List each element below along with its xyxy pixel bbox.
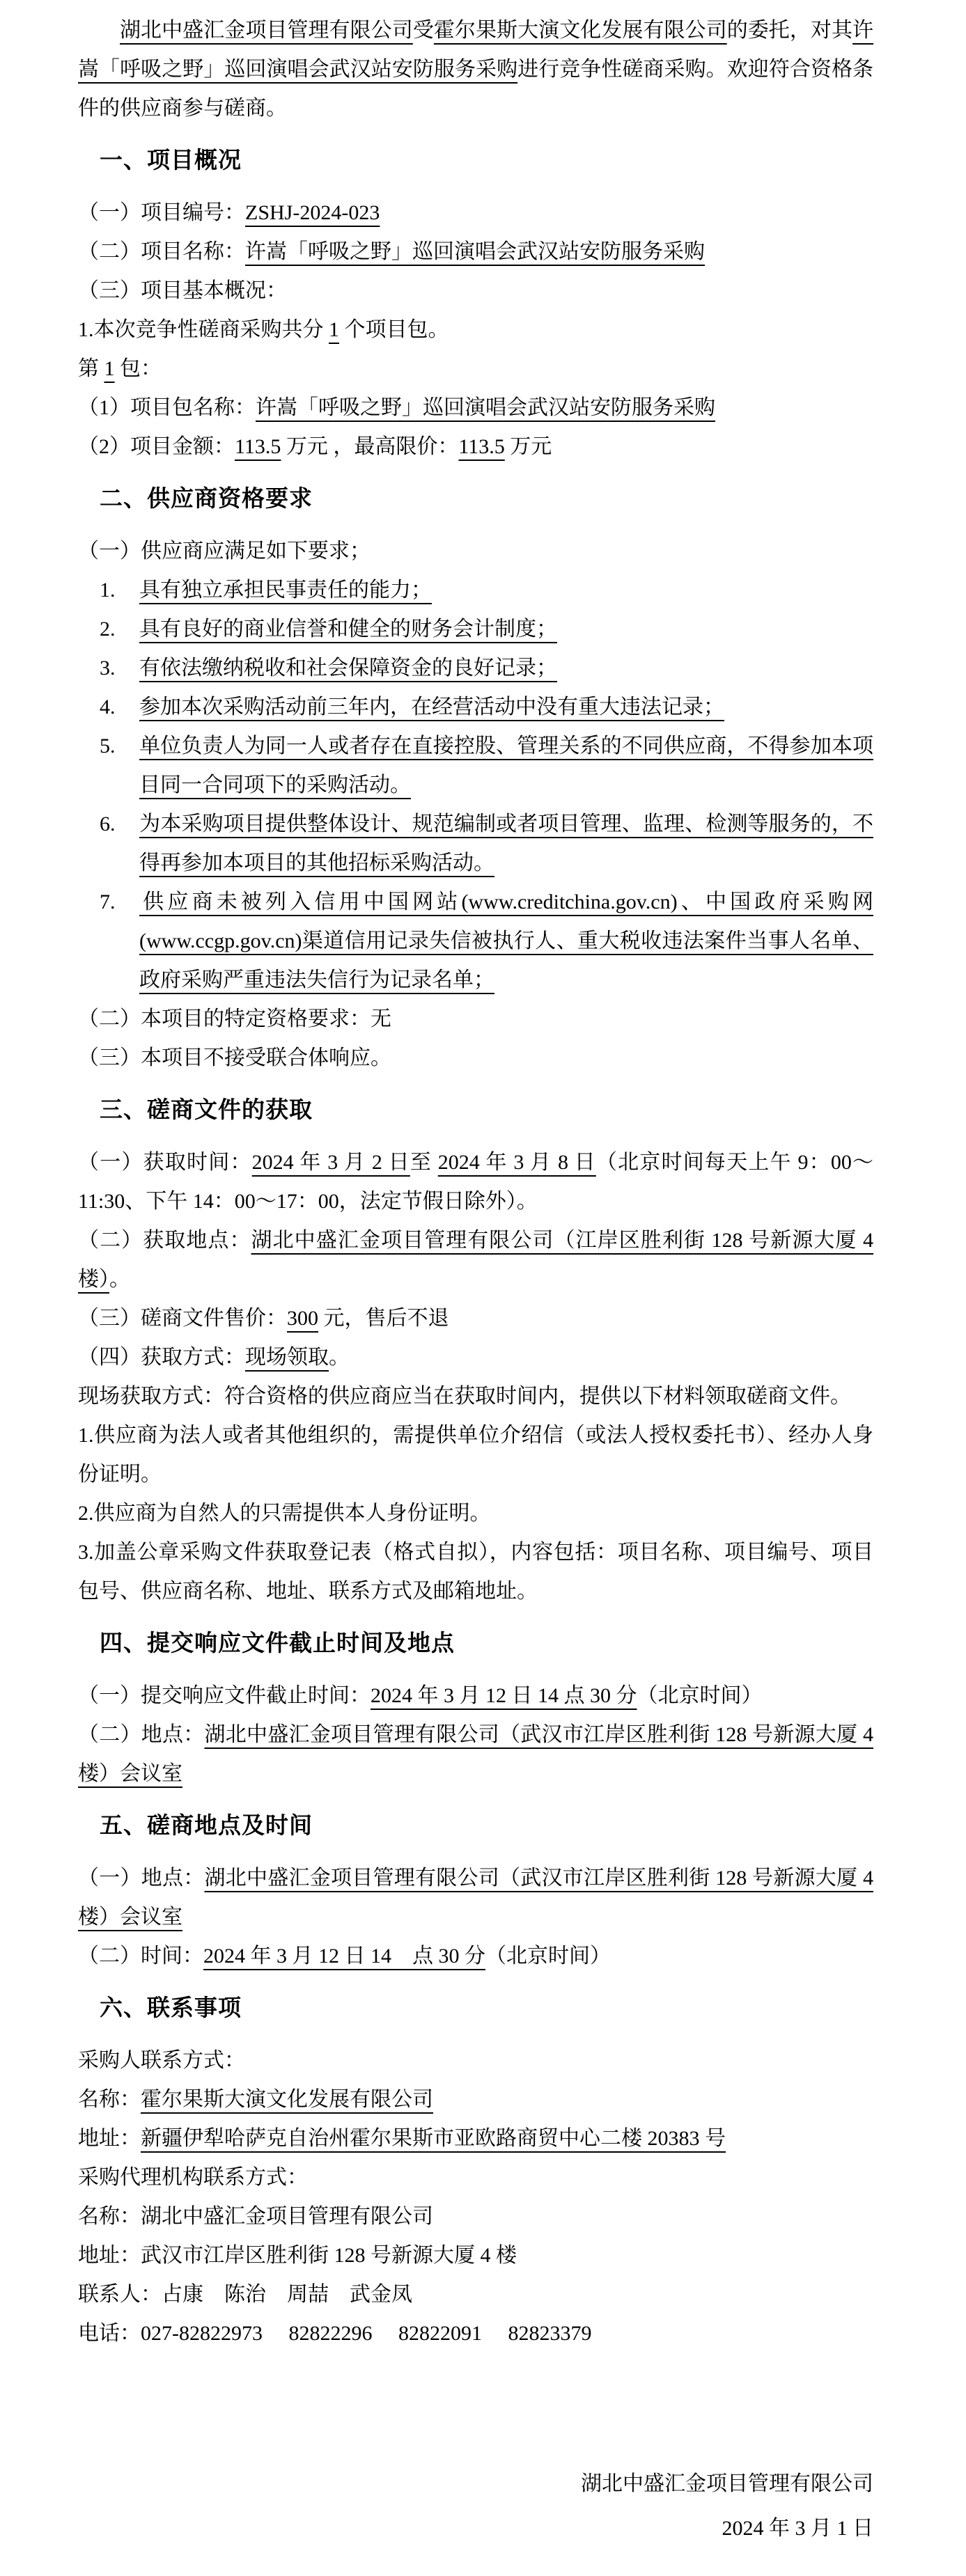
section-heading bbox=[78, 1090, 873, 1129]
text-segment: （北京时间每天上午 9：00～11:30、下午 14：00～17：00，法定节假日除外）。 bbox=[78, 1151, 874, 1213]
underlined-text: 具有良好的商业信誉和健全的财务会计制度； bbox=[139, 618, 557, 641]
paragraph bbox=[78, 2275, 873, 2314]
text-segment: 。 bbox=[329, 1346, 350, 1369]
text-segment: 。 bbox=[109, 1268, 130, 1291]
paragraph bbox=[78, 388, 873, 427]
signature-date: 2024 年 3 月 1 日 bbox=[722, 2517, 873, 2540]
text-segment: （一）供应商应满足如下要求； bbox=[78, 540, 371, 563]
section-heading bbox=[78, 1806, 873, 1845]
paragraph bbox=[78, 1937, 873, 1976]
underlined-text: 湖北中盛汇金项目管理有限公司（武汉市江岸区胜利街 128 号新源大厦 4 楼）会议室 bbox=[78, 1867, 873, 1929]
paragraph bbox=[78, 311, 873, 350]
list-item bbox=[78, 805, 873, 883]
paragraph bbox=[78, 2080, 873, 2119]
text-segment: 元，售后不退 bbox=[318, 1307, 449, 1330]
text-segment: （三）磋商文件售价： bbox=[78, 1307, 287, 1330]
paragraph bbox=[78, 1859, 873, 1937]
text-segment: 万元 ，最高限价： bbox=[281, 435, 459, 458]
paragraph bbox=[78, 11, 873, 128]
text-segment: （一）获取时间： bbox=[78, 1151, 252, 1174]
paragraph bbox=[78, 2119, 873, 2158]
text-segment: 二、供应商资格要求 bbox=[100, 485, 313, 512]
text-segment: 个项目包。 bbox=[339, 318, 449, 341]
text-segment: （二）本项目的特定资格要求：无 bbox=[78, 1007, 391, 1030]
text-segment: 名称：湖北中盛汇金项目管理有限公司 bbox=[78, 2205, 433, 2228]
text-segment: 一、项目概况 bbox=[100, 146, 242, 173]
text-segment: 地址： bbox=[78, 2127, 141, 2150]
text-segment: 第 bbox=[78, 357, 104, 380]
paragraph bbox=[78, 2236, 873, 2275]
underlined-text: 许嵩「呼吸之野」巡回演唱会武汉站安防服务采购 bbox=[78, 19, 874, 81]
underlined-text: ZSHJ-2024-023 bbox=[245, 201, 380, 224]
section-heading bbox=[78, 479, 873, 518]
text-segment: （一）地点： bbox=[78, 1867, 205, 1890]
text-segment: （1）项目包名称： bbox=[78, 396, 256, 419]
signature-org: 湖北中盛汇金项目管理有限公司 bbox=[581, 2472, 873, 2495]
paragraph bbox=[78, 1221, 873, 1299]
underlined-text: 霍尔果斯大演文化发展有限公司 bbox=[141, 2088, 433, 2111]
text-segment: 1.供应商为法人或者其他组织的，需提供单位介绍信（或法人授权委托书）、经办人身份证明。 bbox=[78, 1424, 873, 1486]
underlined-text: 2024 年 3 月 8 日 bbox=[437, 1151, 596, 1174]
text-segment: 1.本次竞争性磋商采购共分 bbox=[78, 318, 329, 341]
list-number: 3. bbox=[100, 657, 116, 680]
text-segment: 采购人联系方式： bbox=[78, 2049, 245, 2072]
paragraph bbox=[78, 233, 873, 272]
paragraph bbox=[78, 2158, 873, 2197]
text-segment: （二）获取地点： bbox=[78, 1229, 251, 1252]
paragraph bbox=[78, 532, 873, 571]
list-number: 4. bbox=[100, 696, 116, 718]
underlined-text: 许嵩「呼吸之野」巡回演唱会武汉站安防服务采购 bbox=[256, 396, 715, 419]
list-item bbox=[78, 883, 873, 1000]
text-segment: （三）项目基本概况： bbox=[78, 279, 287, 302]
underlined-text: 湖北中盛汇金项目管理有限公司（江岸区胜利街 128 号新源大厦 4 楼） bbox=[78, 1229, 874, 1291]
text-segment: （北京时间） bbox=[637, 1684, 763, 1707]
list-number: 2. bbox=[100, 618, 116, 641]
text-segment: 2.供应商为自然人的只需提供本人身份证明。 bbox=[78, 1502, 491, 1525]
section-heading bbox=[78, 141, 873, 180]
list-number: 1. bbox=[100, 579, 116, 602]
text-segment: （一）项目编号： bbox=[78, 201, 245, 224]
text-segment: （三）本项目不接受联合体响应。 bbox=[78, 1046, 391, 1069]
paragraph bbox=[78, 1676, 873, 1715]
paragraph bbox=[78, 1715, 873, 1793]
text-segment: 采购代理机构联系方式： bbox=[78, 2166, 308, 2189]
text-segment: 地址：武汉市江岸区胜利街 128 号新源大厦 4 楼 bbox=[78, 2244, 517, 2267]
text-segment: （北京时间） bbox=[485, 1945, 611, 1968]
text-segment: 至 bbox=[410, 1151, 438, 1174]
paragraph bbox=[78, 1416, 873, 1494]
underlined-text: 具有独立承担民事责任的能力； bbox=[139, 579, 432, 602]
list-item bbox=[78, 688, 873, 727]
text-segment: （二）项目名称： bbox=[78, 240, 245, 263]
paragraph bbox=[78, 1494, 873, 1533]
text-segment: 万元 bbox=[504, 435, 552, 458]
underlined-text: 霍尔果斯大演文化发展有限公司 bbox=[433, 19, 727, 42]
underlined-text: 2024 年 3 月 12 日 14 点 30 分 bbox=[203, 1945, 485, 1968]
underlined-text: 2024 年 3 月 12 日 14 点 30 分 bbox=[371, 1684, 637, 1707]
text-segment: （四）获取方式： bbox=[78, 1346, 245, 1369]
document-body bbox=[78, 11, 873, 2353]
paragraph bbox=[78, 2041, 873, 2080]
text-segment: 五、磋商地点及时间 bbox=[100, 1812, 313, 1839]
paragraph bbox=[78, 1000, 873, 1039]
paragraph bbox=[78, 272, 873, 311]
signature-block bbox=[78, 2465, 873, 2548]
list-item bbox=[78, 571, 873, 610]
text-segment: 的委托，对其 bbox=[726, 19, 853, 42]
paragraph bbox=[78, 2197, 873, 2236]
underlined-text: 1 bbox=[329, 318, 339, 341]
text-segment: 进行竞争性磋商采购。欢迎符合资格条件的供应商参与磋商。 bbox=[78, 58, 874, 120]
section-heading bbox=[78, 1624, 873, 1663]
section-heading bbox=[78, 1988, 873, 2027]
underlined-text: 新疆伊犁哈萨克自治州霍尔果斯市亚欧路商贸中心二楼 20383 号 bbox=[141, 2127, 726, 2150]
list-item bbox=[78, 727, 873, 805]
underlined-text: 1 bbox=[104, 357, 115, 380]
underlined-text: 300 bbox=[287, 1307, 318, 1330]
text-segment: 3.加盖公章采购文件获取登记表（格式自拟），内容包括：项目名称、项目编号、项目包号、供应商名称、地址、联系方式及邮箱地址。 bbox=[78, 1541, 873, 1603]
paragraph bbox=[78, 1338, 873, 1377]
underlined-text: 有依法缴纳税收和社会保障资金的良好记录； bbox=[139, 657, 557, 680]
paragraph bbox=[78, 194, 873, 233]
underlined-text: 湖北中盛汇金项目管理有限公司 bbox=[120, 19, 413, 42]
paragraph bbox=[78, 1143, 873, 1221]
paragraph bbox=[78, 350, 873, 388]
text-segment: 四、提交响应文件截止时间及地点 bbox=[100, 1629, 455, 1656]
list-item bbox=[78, 649, 873, 688]
paragraph bbox=[78, 1299, 873, 1338]
text-segment: 受 bbox=[412, 19, 434, 42]
list-number: 5. bbox=[100, 735, 116, 757]
underlined-text: 现场领取 bbox=[245, 1346, 329, 1369]
text-segment: 联系人：占康 陈治 周喆 武金凤 bbox=[78, 2283, 412, 2306]
text-segment: 六、联系事项 bbox=[100, 1994, 242, 2021]
paragraph bbox=[78, 1377, 873, 1416]
text-segment: 包： bbox=[114, 357, 162, 380]
paragraph bbox=[78, 427, 873, 466]
underlined-text: 113.5 bbox=[235, 435, 281, 458]
underlined-text: 许嵩「呼吸之野」巡回演唱会武汉站安防服务采购 bbox=[245, 240, 705, 263]
paragraph bbox=[78, 2314, 873, 2353]
text-segment: （二）时间： bbox=[78, 1945, 203, 1968]
list-item bbox=[78, 610, 873, 649]
underlined-text: 供应商未被列入信用中国网站(www.creditchina.gov.cn)、中国政府采购网(www.ccgp.gov.cn)渠道信用记录失信被执行人、重大税收违法案件当事人名单、政府采购严重违法失信行为记录名单； bbox=[139, 890, 873, 991]
text-segment: 名称： bbox=[78, 2088, 141, 2111]
text-segment: （二）地点： bbox=[78, 1723, 205, 1746]
list-number: 7. bbox=[100, 890, 116, 913]
text-segment: 三、磋商文件的获取 bbox=[100, 1096, 313, 1123]
paragraph bbox=[78, 1533, 873, 1611]
list-number: 6. bbox=[100, 812, 116, 835]
underlined-text: 2024 年 3 月 2 日 bbox=[251, 1151, 410, 1174]
underlined-text: 为本采购项目提供整体设计、规范编制或者项目管理、监理、检测等服务的，不得再参加本项目的其他招标采购活动。 bbox=[139, 812, 873, 874]
underlined-text: 单位负责人为同一人或者存在直接控股、管理关系的不同供应商，不得参加本项目同一合同项下的采购活动。 bbox=[139, 735, 873, 796]
underlined-text: 113.5 bbox=[458, 435, 505, 458]
text-segment: 现场获取方式：符合资格的供应商应当在获取时间内，提供以下材料领取磋商文件。 bbox=[78, 1385, 851, 1408]
underlined-text: 湖北中盛汇金项目管理有限公司（武汉市江岸区胜利街 128 号新源大厦 4 楼）会议室 bbox=[78, 1723, 873, 1785]
text-segment: 电话：027-82822973 82822296 82822091 82823379 bbox=[78, 2322, 592, 2345]
paragraph bbox=[78, 1039, 873, 1078]
text-segment: （2）项目金额： bbox=[78, 435, 235, 458]
underlined-text: 参加本次采购活动前三年内，在经营活动中没有重大违法记录； bbox=[139, 696, 724, 718]
text-segment: （一）提交响应文件截止时间： bbox=[78, 1684, 371, 1707]
